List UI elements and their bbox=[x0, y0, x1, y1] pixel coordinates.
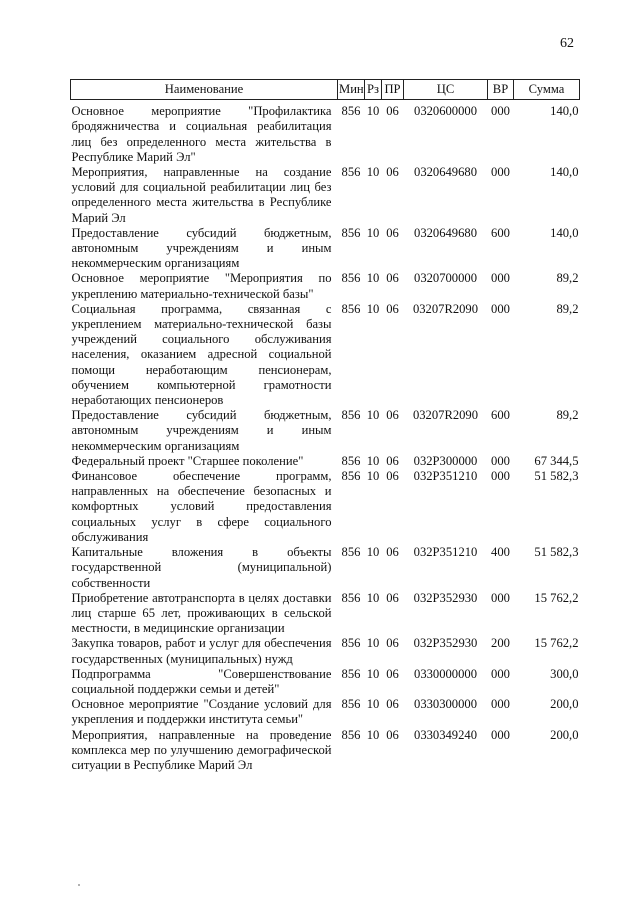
row-vr: 000 bbox=[491, 453, 510, 468]
row-min: 856 bbox=[341, 727, 361, 742]
header-vr: ВР bbox=[488, 80, 514, 100]
row-rz: 10 bbox=[366, 636, 380, 651]
row-sum: 67 344,5 bbox=[534, 453, 579, 468]
row-sum: 89,2 bbox=[556, 301, 579, 316]
row-min: 856 bbox=[341, 225, 361, 240]
row-vr: 600 bbox=[491, 408, 510, 423]
row-name: Предоставление субсидий бюджетным, автономным учреждениям и иным некоммерческим организациям bbox=[71, 408, 332, 453]
row-min: 856 bbox=[341, 453, 361, 468]
row-pr: 06 bbox=[386, 636, 399, 651]
row-cs: 032P352930 bbox=[413, 590, 478, 605]
row-min: 856 bbox=[341, 545, 361, 560]
row-sum: 51 582,3 bbox=[534, 545, 579, 560]
table-row bbox=[71, 667, 580, 697]
row-rz: 10 bbox=[366, 104, 380, 119]
row-cs: 032P351210 bbox=[413, 545, 478, 560]
row-name: Федеральный проект "Старшее поколение" bbox=[71, 453, 304, 468]
row-sum: 51 582,3 bbox=[534, 469, 579, 484]
row-pr: 06 bbox=[386, 697, 399, 712]
row-cs: 0330349240 bbox=[414, 727, 477, 742]
row-sum: 89,2 bbox=[556, 271, 579, 286]
row-min: 856 bbox=[341, 469, 361, 484]
row-name: Приобретение автотранспорта в целях доставки лиц старше 65 лет, проживающих в сельской местности, в медицинские организации bbox=[71, 590, 332, 636]
row-min: 856 bbox=[341, 697, 361, 712]
table-row bbox=[71, 697, 580, 727]
row-vr: 000 bbox=[491, 301, 510, 316]
header-name: Наименование bbox=[71, 80, 338, 100]
row-sum: 15 762,2 bbox=[534, 590, 579, 605]
scan-speck bbox=[78, 884, 80, 886]
row-cs: 0330300000 bbox=[414, 697, 477, 712]
row-rz: 10 bbox=[366, 666, 380, 681]
row-name: Капитальные вложения в объекты государственной (муниципальной) собственности bbox=[71, 545, 332, 590]
row-sum: 15 762,2 bbox=[534, 636, 579, 651]
row-name: Финансовое обеспечение программ, направленных на обеспечение безопасных и комфортных условий предоставления социальных услуг в сфере социального обслуживания bbox=[71, 469, 332, 544]
row-rz: 10 bbox=[366, 165, 380, 180]
row-pr: 06 bbox=[386, 590, 399, 605]
table-row bbox=[71, 545, 580, 591]
row-rz: 10 bbox=[366, 697, 380, 712]
row-sum: 140,0 bbox=[550, 225, 579, 240]
row-cs: 0320700000 bbox=[414, 271, 477, 286]
table-row bbox=[71, 591, 580, 637]
budget-table bbox=[70, 79, 580, 773]
row-cs: 032P352930 bbox=[413, 636, 478, 651]
row-sum: 89,2 bbox=[556, 408, 579, 423]
table-row bbox=[71, 728, 580, 774]
row-min: 856 bbox=[341, 301, 361, 316]
row-pr: 06 bbox=[386, 453, 399, 468]
row-rz: 10 bbox=[366, 271, 380, 286]
table-row bbox=[71, 100, 580, 165]
row-cs: 0330000000 bbox=[414, 666, 477, 681]
row-rz: 10 bbox=[366, 590, 380, 605]
header-min: Мин bbox=[338, 80, 365, 100]
row-rz: 10 bbox=[366, 727, 380, 742]
page-number: 62 bbox=[560, 36, 574, 51]
table-row bbox=[71, 454, 580, 469]
row-pr: 06 bbox=[386, 469, 399, 484]
row-vr: 000 bbox=[491, 590, 510, 605]
table-row bbox=[71, 271, 580, 301]
row-min: 856 bbox=[341, 590, 361, 605]
row-cs: 032P351210 bbox=[413, 469, 478, 484]
row-name: Основное мероприятие "Создание условий для укрепления и поддержки института семьи" bbox=[71, 697, 332, 727]
table-row bbox=[71, 165, 580, 226]
row-name: Мероприятия, направленные на проведение комплекса мер по улучшению демографической ситуации в Республике Марий Эл bbox=[71, 727, 332, 772]
table-row bbox=[71, 469, 580, 545]
row-cs: 032P300000 bbox=[413, 453, 478, 468]
row-pr: 06 bbox=[386, 165, 399, 180]
row-rz: 10 bbox=[366, 408, 380, 423]
row-pr: 06 bbox=[386, 301, 399, 316]
header-sum: Сумма bbox=[514, 80, 580, 100]
row-sum: 140,0 bbox=[550, 104, 579, 119]
header-rz: Рз bbox=[365, 80, 382, 100]
row-vr: 000 bbox=[491, 727, 510, 742]
row-rz: 10 bbox=[366, 301, 380, 316]
table-header-row bbox=[71, 80, 580, 100]
row-pr: 06 bbox=[386, 727, 399, 742]
row-cs: 0320649680 bbox=[414, 165, 477, 180]
row-pr: 06 bbox=[386, 271, 399, 286]
row-min: 856 bbox=[341, 666, 361, 681]
row-pr: 06 bbox=[386, 545, 399, 560]
row-sum: 300,0 bbox=[550, 666, 579, 681]
row-vr: 000 bbox=[491, 165, 510, 180]
row-rz: 10 bbox=[366, 469, 380, 484]
row-vr: 000 bbox=[491, 469, 510, 484]
row-name: Основное мероприятие "Профилактика бродяжничества и социальная реабилитация лиц без определенного места жительства в Республике Марий Эл" bbox=[71, 104, 332, 164]
row-pr: 06 bbox=[386, 408, 399, 423]
row-vr: 000 bbox=[491, 697, 510, 712]
row-name: Мероприятия, направленные на создание условий для социальной реабилитации лиц без определенного места жительства в Республике Марий Эл bbox=[71, 165, 332, 225]
table-row bbox=[71, 636, 580, 666]
table-row bbox=[71, 302, 580, 408]
header-cs: ЦС bbox=[404, 80, 488, 100]
table-row bbox=[71, 408, 580, 454]
row-sum: 200,0 bbox=[550, 727, 579, 742]
header-pr: ПР bbox=[382, 80, 404, 100]
row-name: Предоставление субсидий бюджетным, автономным учреждениям и иным некоммерческим организациям bbox=[71, 225, 332, 271]
row-sum: 140,0 bbox=[550, 165, 579, 180]
row-rz: 10 bbox=[366, 225, 380, 240]
row-vr: 400 bbox=[491, 545, 510, 560]
row-min: 856 bbox=[341, 104, 361, 119]
row-vr: 200 bbox=[491, 636, 510, 651]
row-cs: 03207R2090 bbox=[412, 408, 479, 423]
row-vr: 000 bbox=[491, 666, 510, 681]
row-name: Закупка товаров, работ и услуг для обеспечения государственных (муниципальных) нужд bbox=[71, 636, 332, 666]
row-pr: 06 bbox=[386, 104, 399, 119]
row-name: Основное мероприятие "Мероприятия по укреплению материально-технической базы" bbox=[71, 271, 332, 301]
row-cs: 03207R2090 bbox=[412, 301, 479, 316]
row-min: 856 bbox=[341, 271, 361, 286]
row-rz: 10 bbox=[366, 453, 380, 468]
row-pr: 06 bbox=[386, 666, 399, 681]
row-pr: 06 bbox=[386, 225, 399, 240]
row-min: 856 bbox=[341, 408, 361, 423]
row-name: Подпрограмма "Совершенствование социальной поддержки семьи и детей" bbox=[71, 666, 332, 696]
row-vr: 000 bbox=[491, 104, 510, 119]
row-vr: 600 bbox=[491, 225, 510, 240]
row-min: 856 bbox=[341, 636, 361, 651]
row-sum: 200,0 bbox=[550, 697, 579, 712]
table-row bbox=[71, 226, 580, 272]
row-cs: 0320600000 bbox=[414, 104, 477, 119]
row-vr: 000 bbox=[491, 271, 510, 286]
row-cs: 0320649680 bbox=[414, 225, 477, 240]
row-rz: 10 bbox=[366, 545, 380, 560]
row-min: 856 bbox=[341, 165, 361, 180]
row-name: Социальная программа, связанная с укреплением материально-технической базы учреждений социального обслуживания населения, оказанием адресной социальной помощи неработающим пенсионерам, обучением компьютерной грамотности неработающих пенсионеров bbox=[71, 301, 332, 408]
